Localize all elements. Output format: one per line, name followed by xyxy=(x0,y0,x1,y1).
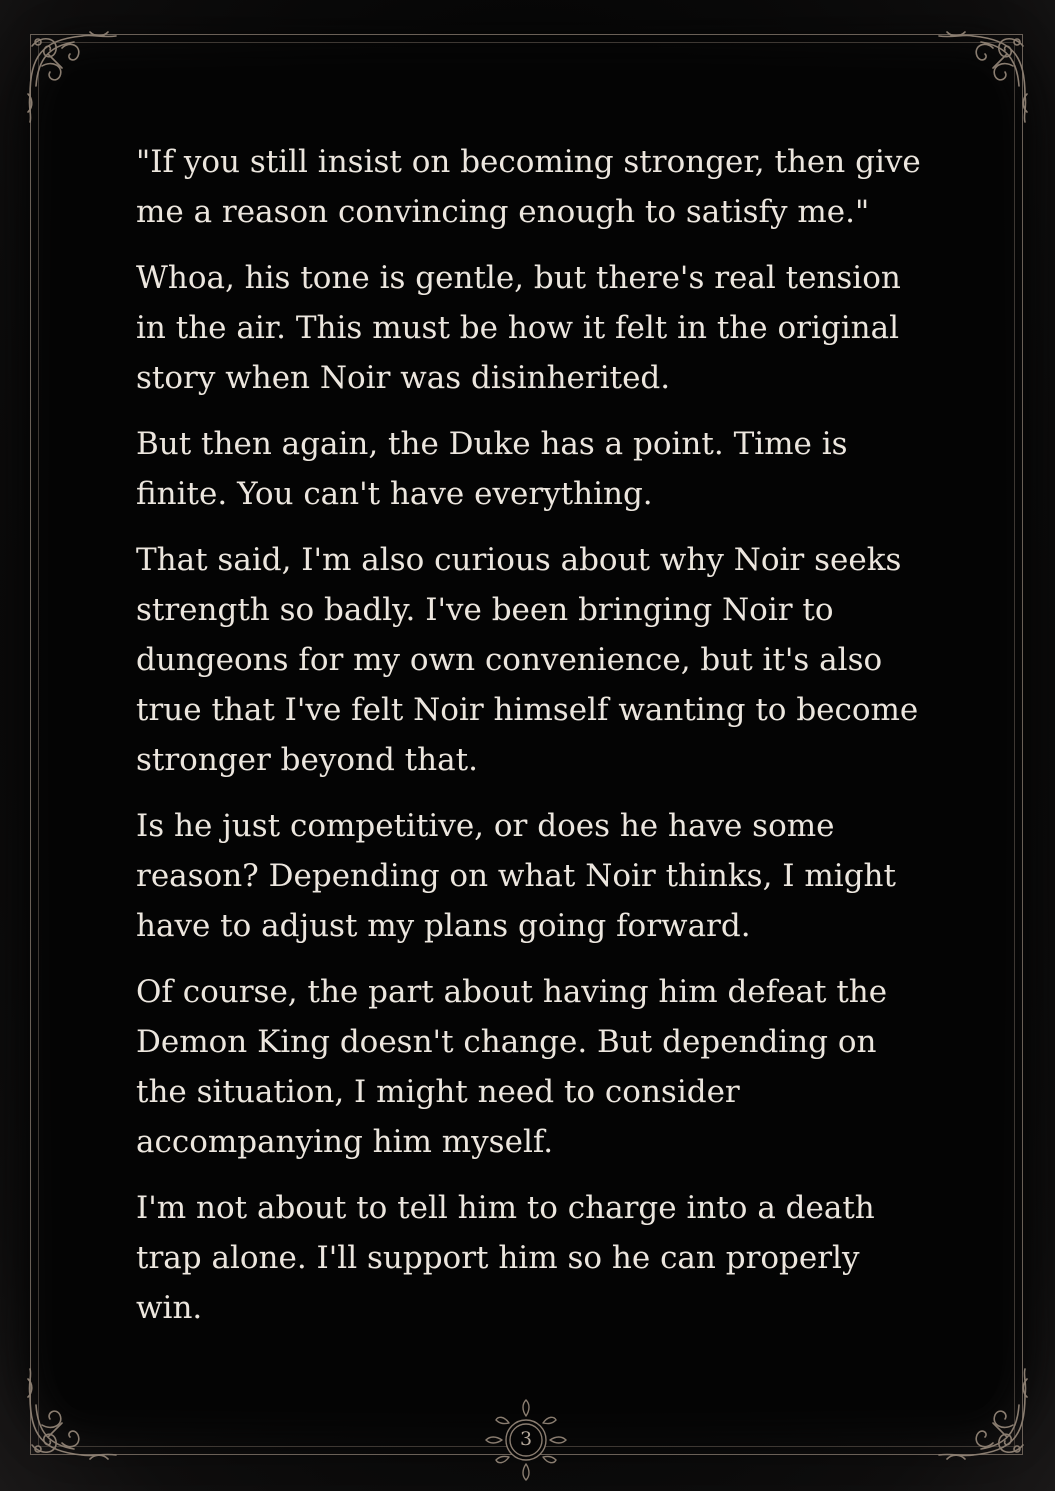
top-right-flourish-icon xyxy=(933,26,1033,126)
page-number: 3 xyxy=(519,1428,533,1450)
bottom-left-flourish-icon xyxy=(22,1365,122,1465)
bottom-right-flourish-icon xyxy=(933,1365,1033,1465)
paragraph-5: Is he just competitive, or does he have some reason? Depending on what Noir thinks, I might have to adjust my plans going forward. xyxy=(136,808,896,944)
paragraph-1: "If you still insist on becoming stronger, then give me a reason convincing enough to satisfy me." xyxy=(136,144,921,230)
chapter-text xyxy=(136,137,926,1349)
paragraph-2: Whoa, his tone is gentle, but there's real tension in the air. This must be how it felt in the original story when Noir was disinherited. xyxy=(136,260,901,396)
paragraph-6: Of course, the part about having him defeat the Demon King doesn't change. But depending on the situation, I might need to consider accompanying him myself. xyxy=(136,974,888,1160)
top-left-flourish-icon xyxy=(22,26,122,126)
paragraph-4: That said, I'm also curious about why Noir seeks strength so badly. I've been bringing Noir to dungeons for my own convenience, but it's also true that I've felt Noir himself wanting to become stronger beyond that. xyxy=(136,542,919,778)
paragraph-3: But then again, the Duke has a point. Time is finite. You can't have everything. xyxy=(136,426,848,512)
paragraph-7: I'm not about to tell him to charge into a death trap alone. I'll support him so he can properly win. xyxy=(136,1190,875,1326)
